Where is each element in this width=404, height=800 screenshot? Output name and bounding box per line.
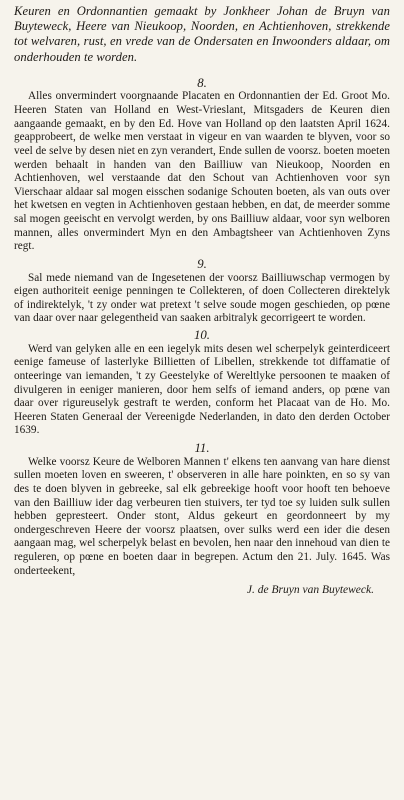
article-text: Welke voorsz Keure de Welboren Mannen t' elkens ten aanvang van hare dienst sullen moeten loven en sweeren, t' observeren in alle hare poinkten, en so sy van des te doen blyven in gebreeke, sal elk gebreekige hooft voor hooft ten behoeve van den Bailliuw ider dag verbeuren tien stuivers, ter tyd toe sy luiden sulk sullen hebben gepresteert. Onder stont, Aldus gekeurt en geordonneert by my ondergeschreven Heere der voorsz plaatsen, over sulks werd een ider die desen aangaan mag, wel scherpelyk belast en bevolen, hen naar den innehoud van dien te reguleren, op pœne en boeten daar in begrepen. Actum den 21. July. 1645. Was onderteekent, bbox=[14, 455, 390, 577]
article-text: Alles onvermindert voorgnaande Placaten en Ordonnantien der Ed. Groot Mo. Heeren Staten van Holland en West-Vrieslant, Mitsgaders de Keuren dien aangaande gemaakt, en by den Ed. Hove van Holland op den laatsten April 1624. geapprobeert, de welke men verstaat in vigeur en van waarden te blyven, voor so veel de selve by desen niet en zyn verandert, Ende sullen de voorsz. boeten moeten werden behaalt in handen van den Bailliuw van Nieukoop, Noorden en Achtienhoven, wel verstaande dat den Schout van Achtienhoven voor syn Vierschaar aldaar sal mogen eisschen sodanige Schouten boeten, als van outs over het kwetsen en vegten in Achtienhoven gestaan hebben, en dat, de meerder somme sal mogen geeischt en vervolgt werden, by ons Bailliuw aldaar, voor syn welboren mannen, alles onvermindert Myn en den Ambagtsheer van Achtienhoven Zyns regt. bbox=[14, 90, 390, 253]
signature: J. de Bruyn van Buyteweck. bbox=[246, 584, 374, 597]
document-title: Keuren en Ordonnantien gemaakt by Jonkheer Johan de Bruyn van Buyteweck, Heere van Nieukoop, Noorden, en Achtienhoven, strekkende tot welvaren, rust, en vrede van de Ondersaten en Inwoonders aldaar, om onderhouden te worden. bbox=[14, 4, 390, 64]
article-8 bbox=[14, 77, 390, 254]
article-number: 10. bbox=[194, 328, 210, 343]
article-number: 8. bbox=[197, 75, 207, 90]
article-9 bbox=[14, 258, 390, 326]
article-10 bbox=[14, 329, 390, 438]
article-number: 11. bbox=[194, 441, 210, 456]
article-number: 9. bbox=[197, 257, 207, 272]
article-11 bbox=[14, 442, 390, 578]
article-text: Werd van gelyken alle en een iegelyk mits desen wel scherpelyk geinterdiceert eenige fameuse of lasterlyke Billietten of Libellen, strekkende tot diffamatie of onteeringe van iemanden, 't zy Geestelyke of Wereltlyke persoonen te maaken of divulgeren in eeniger manieren, door hem selfs of iemand anders, op pœne van daar over rigureuselyk gestraft te werden, conform het Placaat van de Ho. Mo. Heeren Staten Generaal der Vereenigde Nederlanden, in dato den derden October 1639. bbox=[14, 342, 390, 437]
article-text: Sal mede niemand van de Ingesetenen der voorsz Bailliuwschap vermogen by eigen authoriteit eenige penningen te Collekteren, of doen Collecteren direktelyk of indirektelyk, 't zy onder wat pretext 't selve soude mogen geschieden, op pœne van daar over naar gelegentheid van saaken arbitralyk gecorrigeert te worden. bbox=[14, 271, 390, 325]
